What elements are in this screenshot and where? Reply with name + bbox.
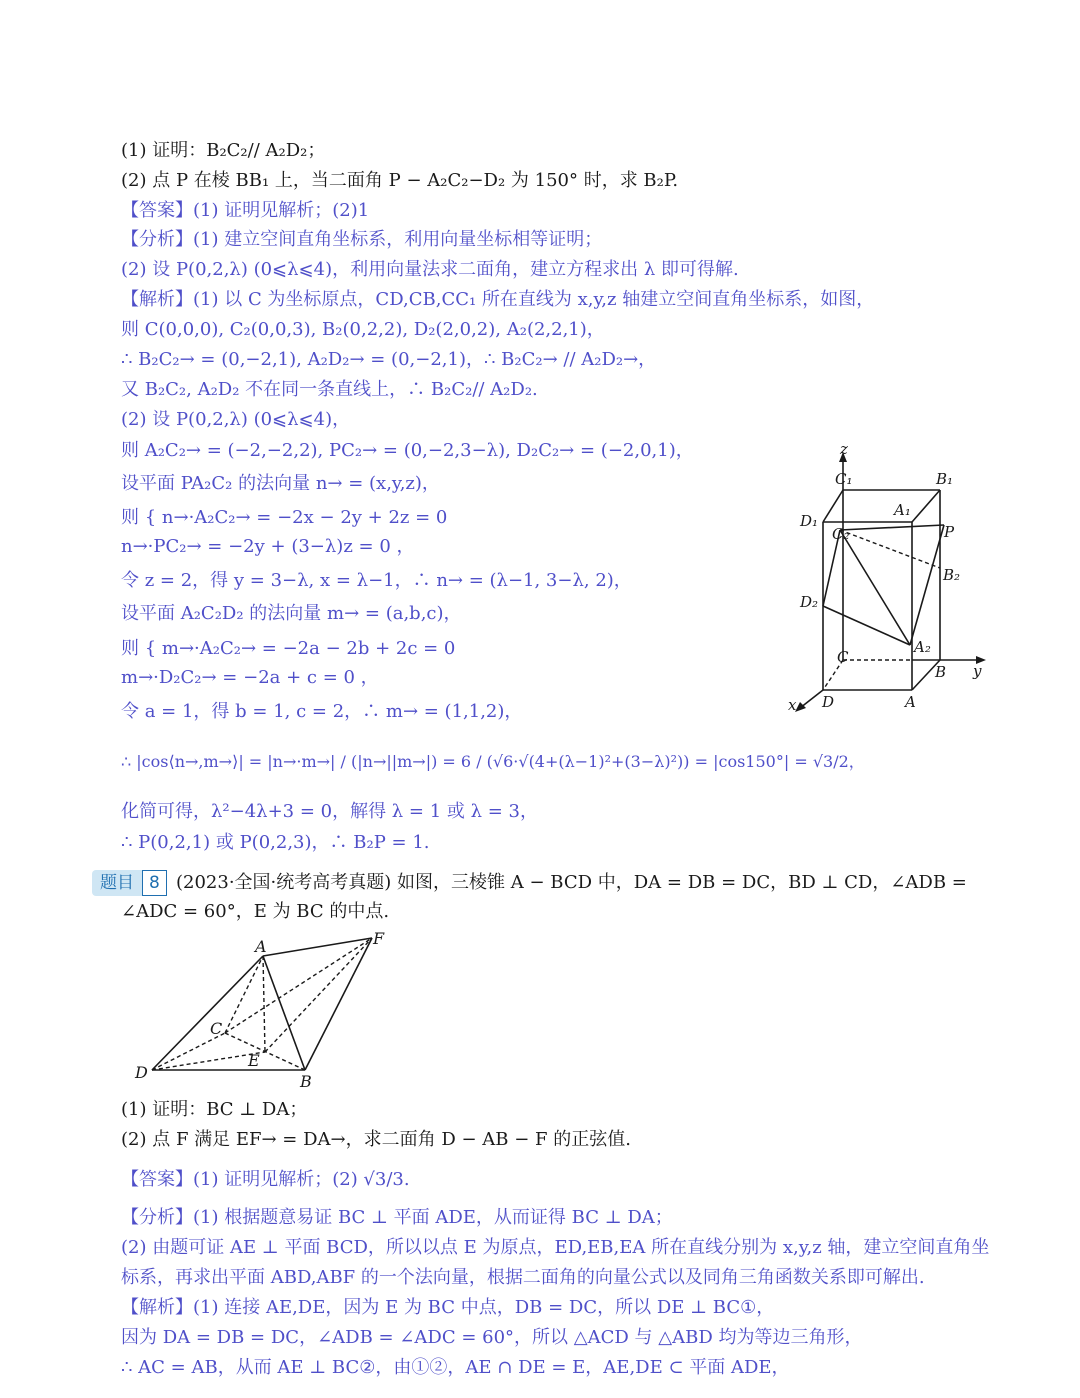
- label-C: C: [837, 648, 849, 666]
- label-A1: A₁: [894, 501, 911, 519]
- question-header: (2023·全国·统考高考真题) 如图，三棱锥 A − BCD 中，DA = DB = DC，BD ⊥ CD，∠ADB =: [176, 872, 967, 893]
- label-A: A: [905, 693, 916, 711]
- label-B: B: [300, 1072, 312, 1091]
- z-axis-label: z: [840, 440, 848, 458]
- solution-line: 则 A₂C₂→ = (−2,−2,2), PC₂→ = (0,−2,3−λ), D₂C₂→ = (−2,0,1)，: [121, 440, 694, 461]
- q8-part2: (2) 点 F 满足 EF→ = DA→，求二面角 D − AB − F 的正弦值.: [121, 1129, 631, 1150]
- label-C1: C₁: [835, 470, 853, 488]
- analysis-line: 【分析】(1) 根据题意易证 BC ⊥ 平面 ADE，从而证得 BC ⊥ DA；: [121, 1207, 673, 1228]
- question-tag: [92, 870, 167, 896]
- solution-line: 令 z = 2，得 y = 3−λ, x = λ−1，∴ n→ = (λ−1, 3−λ, 2)，: [121, 570, 632, 591]
- q8-part1: (1) 证明：BC ⊥ DA；: [121, 1099, 308, 1120]
- solution-line: 设平面 A₂C₂D₂ 的法向量 m→ = (a,b,c)，: [121, 603, 462, 624]
- prev-part2: (2) 点 P 在棱 BB₁ 上，当二面角 P − A₂C₂−D₂ 为 150° 时，求 B₂P.: [121, 170, 679, 191]
- label-D: D: [135, 1063, 148, 1082]
- answer-line: 【答案】(1) 证明见解析；(2)1: [121, 200, 370, 221]
- label-C2: C₂: [832, 525, 850, 543]
- label-D2: D₂: [800, 593, 819, 611]
- solution-line: 【解析】(1) 连接 AE,DE，因为 E 为 BC 中点，DB = DC，所以 DE ⊥ BC①，: [121, 1297, 775, 1318]
- solution-line: 因为 DA = DB = DC，∠ADB = ∠ADC = 60°，所以 △ACD 与 △ABD 均为等边三角形，: [121, 1327, 863, 1348]
- prism-figure: [780, 440, 1000, 725]
- solution-line: 【解析】(1) 以 C 为坐标原点，CD,CB,CC₁ 所在直线为 x,y,z 轴建立空间直角坐标系，如图，: [121, 289, 875, 310]
- label-B: B: [935, 663, 947, 681]
- label-F: F: [373, 929, 385, 948]
- y-axis-label: y: [973, 662, 982, 680]
- system-line: m→·D₂C₂→ = −2a + c = 0 ，: [121, 667, 379, 688]
- tetrahedron-figure: [125, 928, 395, 1093]
- label-D1: D₁: [800, 512, 819, 530]
- cosine-formula: ∴ |cos⟨n→,m→⟩| = |n→·m→| / (|n→||m→|) = 6 / (√6·√(4+(λ−1)²+(3−λ)²)) = |cos150°| = √3/2，: [121, 752, 865, 771]
- question-tag-label: 题目: [92, 870, 142, 896]
- solution-line: (2) 设 P(0,2,λ) (0⩽λ⩽4)，: [121, 409, 351, 430]
- label-A: A: [255, 937, 267, 956]
- answer-line: 【答案】(1) 证明见解析；(2) √3/3.: [121, 1169, 410, 1190]
- solution-line: 化简可得，λ²−4λ+3 = 0，解得 λ = 1 或 λ = 3，: [121, 801, 539, 822]
- question-number: 8: [142, 870, 167, 896]
- solution-line: ∴ AC = AB，从而 AE ⊥ BC②，由①②，AE ∩ DE = E，AE,DE ⊂ 平面 ADE，: [121, 1357, 790, 1378]
- prev-part1: (1) 证明：B₂C₂// A₂D₂；: [121, 140, 326, 161]
- label-E: E: [248, 1051, 260, 1070]
- system-line: 则 { m→·A₂C₂→ = −2a − 2b + 2c = 0: [121, 638, 456, 659]
- system-line: n→·PC₂→ = −2y + (3−λ)z = 0 ，: [121, 536, 415, 557]
- solution-line: 又 B₂C₂, A₂D₂ 不在同一条直线上，∴ B₂C₂// A₂D₂.: [121, 379, 538, 400]
- system-line: 则 { n→·A₂C₂→ = −2x − 2y + 2z = 0: [121, 507, 448, 528]
- label-B2: B₂: [943, 566, 961, 584]
- solution-line: 设平面 PA₂C₂ 的法向量 n→ = (x,y,z)，: [121, 473, 440, 494]
- solution-line: ∴ P(0,2,1) 或 P(0,2,3)，∴ B₂P = 1.: [121, 832, 430, 853]
- label-A2: A₂: [914, 638, 931, 656]
- label-P: P: [944, 523, 955, 541]
- analysis-line: 【分析】(1) 建立空间直角坐标系，利用向量坐标相等证明；: [121, 229, 603, 250]
- x-axis-label: x: [788, 696, 797, 714]
- solution-line: 则 C(0,0,0), C₂(0,0,3), B₂(0,2,2), D₂(2,0,2), A₂(2,2,1)，: [121, 319, 605, 340]
- question-header-cont: ∠ADC = 60°，E 为 BC 的中点.: [121, 901, 390, 922]
- label-D: D: [822, 693, 835, 711]
- analysis-line-2: (2) 设 P(0,2,λ) (0⩽λ⩽4)，利用向量法求二面角，建立方程求出 λ 即可得解.: [121, 259, 739, 280]
- label-B1: B₁: [936, 470, 954, 488]
- analysis-line-2: (2) 由题可证 AE ⊥ 平面 BCD，所以以点 E 为原点，ED,EB,EA 所在直线分别为 x,y,z 轴，建立空间直角坐: [121, 1237, 990, 1258]
- solution-line: 令 a = 1，得 b = 1, c = 2，∴ m→ = (1,1,2)，: [121, 701, 523, 722]
- solution-line: ∴ B₂C₂→ = (0,−2,1), A₂D₂→ = (0,−2,1)，∴ B₂C₂→ // A₂D₂→，: [121, 349, 657, 370]
- label-C: C: [210, 1019, 223, 1038]
- analysis-line-3: 标系，再求出平面 ABD,ABF 的一个法向量，根据二面角的向量公式以及同角三角函数关系即可解出.: [121, 1267, 925, 1288]
